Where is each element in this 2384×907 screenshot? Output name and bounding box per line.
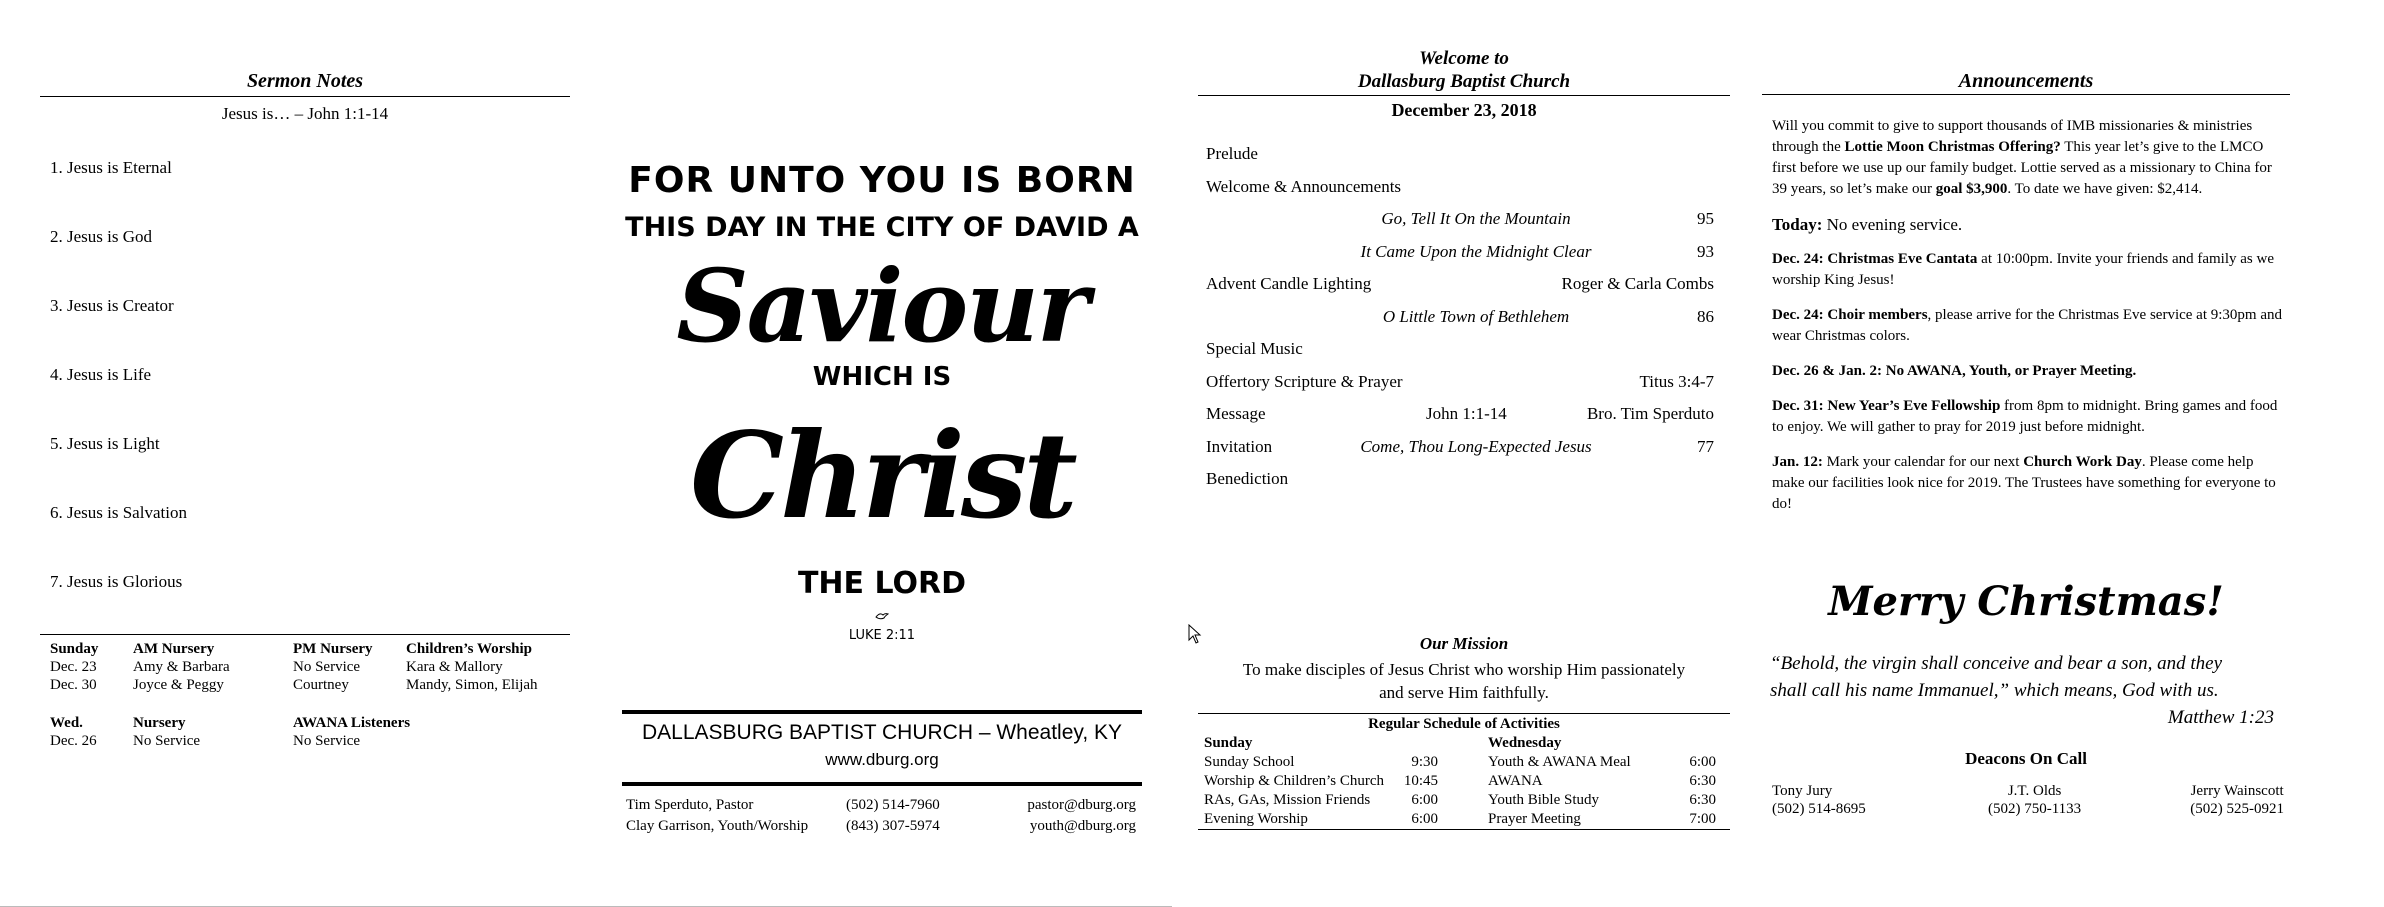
staff-email[interactable]: pastor@dburg.org <box>1027 797 1136 813</box>
service-item <box>1206 306 1714 337</box>
service-item <box>1206 177 1706 207</box>
mission-title: Our Mission <box>1419 634 1509 653</box>
service-item-detail: John 1:1-14 <box>1426 404 1507 423</box>
service-item <box>1206 241 1714 272</box>
sermon-point: 7. Jesus is Glorious <box>50 572 183 591</box>
service-item-right: 77 <box>1697 436 1714 456</box>
service-item-label: Invitation <box>1206 436 1273 456</box>
nursery-date: Dec. 23 <box>50 659 97 675</box>
service-item-right: 93 <box>1697 241 1714 261</box>
staff-phone: (843) 307-5974 <box>846 818 940 834</box>
sermon-point: 2. Jesus is God <box>50 227 153 246</box>
mission-line: To make disciples of Jesus Christ who worship Him passionately <box>1242 660 1686 679</box>
cover-reference: LUKE 2:11 <box>848 628 916 643</box>
nursery-header: AWANA Listeners <box>293 715 411 731</box>
service-item-detail: Go, Tell It On the Mountain <box>1381 209 1571 228</box>
service-item-label: Advent Candle Lighting <box>1206 274 1372 293</box>
service-item <box>1206 274 1714 304</box>
staff-email[interactable]: youth@dburg.org <box>1029 818 1136 834</box>
cover-verse-line: THIS DAY IN THE CITY OF DAVID A <box>625 212 1139 243</box>
nursery-cell: Courtney <box>293 677 349 693</box>
service-item-label: Prelude <box>1206 144 1258 163</box>
schedule-activity: RAs, GAs, Mission Friends <box>1204 792 1371 808</box>
schedule-activity: AWANA <box>1488 773 1543 789</box>
sermon-notes-title: Sermon Notes <box>246 70 364 92</box>
schedule-activity: Sunday School <box>1204 754 1295 770</box>
nursery-cell: No Service <box>133 733 201 749</box>
schedule-rule-bottom <box>1198 829 1730 830</box>
cover-christ: Christ <box>690 406 1074 545</box>
service-item-detail: Come, Thou Long-Expected Jesus <box>1360 436 1592 456</box>
staff-contacts <box>626 796 1142 836</box>
nursery-rule <box>40 634 570 635</box>
nursery-cell: Amy & Barbara <box>133 659 230 675</box>
announcements-list <box>1772 116 2282 529</box>
schedule-day: Sunday <box>1204 735 1253 751</box>
service-item-label: Special Music <box>1206 339 1303 358</box>
service-item-right: 95 <box>1697 209 1714 228</box>
church-rule-top <box>622 710 1142 714</box>
service-item <box>1206 469 1706 499</box>
nursery-date: Dec. 26 <box>50 733 97 749</box>
mouse-cursor-icon <box>1188 624 1202 649</box>
nursery-header: Wed. <box>50 715 83 731</box>
service-item <box>1206 404 1714 434</box>
nursery-cell: No Service <box>293 733 361 749</box>
order-of-service-panel <box>1198 0 1730 902</box>
deacon-entry: Tony Jury (502) 514-8695 <box>1772 783 1866 817</box>
sermon-point: 4. Jesus is Life <box>50 365 152 384</box>
nursery-date: Dec. 30 <box>50 677 97 693</box>
service-item-right: Titus 3:4-7 <box>1639 371 1714 391</box>
nursery-header: Children’s Worship <box>406 641 533 657</box>
service-item <box>1206 436 1714 467</box>
welcome-title: Welcome to <box>1419 48 1509 69</box>
announcement-today: Today: No evening service. <box>1772 215 1963 234</box>
announcements-panel <box>1762 0 2290 902</box>
deacon-entry: Jerry Wainscott (502) 525-0921 <box>2190 783 2284 817</box>
announcement-cantata: Dec. 24: Christmas Eve Cantata at 10:00pm. Invite your friends and family as we worship King Jesus! <box>1772 251 2275 288</box>
schedule-time: 9:30 <box>1411 754 1438 770</box>
sermon-notes-subtitle: Jesus is… – John 1:1-14 <box>221 104 389 123</box>
service-item-label: Welcome & Announcements <box>1206 176 1402 196</box>
service-item-label: Offertory Scripture & Prayer <box>1206 371 1403 391</box>
sermon-point: 6. Jesus is Salvation <box>50 503 187 522</box>
staff-name: Clay Garrison, Youth/Worship <box>626 818 809 834</box>
scripture-reference: Matthew 1:23 <box>2167 707 2274 728</box>
service-item-label: Message <box>1206 404 1266 423</box>
schedule-time: 6:00 <box>1411 811 1438 827</box>
dove-icon <box>622 608 1142 626</box>
nursery-header: PM Nursery <box>293 641 373 657</box>
scripture-verse: “Behold, the virgin shall conceive and bear a son, and they shall call his name Immanuel,” which means, God with us. Matthew 1:23 <box>1770 650 2280 731</box>
service-item-detail: It Came Upon the Midnight Clear <box>1360 241 1592 261</box>
welcome-rule <box>1198 95 1730 96</box>
nursery-schedule <box>50 640 570 754</box>
announcements-rule <box>1762 94 2290 95</box>
service-item <box>1206 144 1706 174</box>
service-item <box>1206 209 1714 239</box>
sermon-point: 1. Jesus is Eternal <box>50 158 172 177</box>
schedule-table <box>1204 734 1724 828</box>
sermon-point: 3. Jesus is Creator <box>50 296 174 315</box>
schedule-title: Regular Schedule of Activities <box>1368 716 1560 732</box>
cover-verse-line: WHICH IS <box>812 362 952 392</box>
schedule-time: 6:30 <box>1689 773 1716 789</box>
nursery-cell: Kara & Mallory <box>406 659 503 675</box>
staff-phone: (502) 514-7960 <box>846 797 940 813</box>
merry-christmas: Merry Christmas! <box>1828 578 2224 625</box>
service-item-right: Bro. Tim Sperduto <box>1586 404 1714 423</box>
announcement-no-awana: Dec. 26 & Jan. 2: No AWANA, Youth, or Prayer Meeting. <box>1772 363 2137 379</box>
schedule-time: 10:45 <box>1403 773 1438 789</box>
cover-saviour: Saviour <box>676 247 1088 365</box>
welcome-church: Dallasburg Baptist Church <box>1357 71 1571 92</box>
schedule-activity: Prayer Meeting <box>1488 811 1581 827</box>
schedule-rule-top <box>1198 713 1730 714</box>
schedule-time: 7:00 <box>1689 811 1716 827</box>
sermon-notes-panel <box>40 0 570 902</box>
church-rule-bottom <box>622 782 1142 786</box>
service-item <box>1206 339 1706 369</box>
schedule-activity: Youth & AWANA Meal <box>1488 754 1631 770</box>
church-website[interactable]: www.dburg.org <box>825 750 939 769</box>
deacons-list <box>1772 782 2284 822</box>
schedule-activity: Worship & Children’s Church <box>1204 773 1385 789</box>
nursery-header: AM Nursery <box>133 641 215 657</box>
sermon-point: 5. Jesus is Light <box>50 434 160 453</box>
church-name: DALLASBURG BAPTIST CHURCH – Wheatley, KY <box>641 721 1123 744</box>
cover-verse-line: FOR UNTO YOU IS BORN <box>628 160 1136 201</box>
nursery-cell: No Service <box>293 659 361 675</box>
service-item-detail: O Little Town of Bethlehem <box>1382 306 1570 326</box>
staff-name: Tim Sperduto, Pastor <box>626 797 754 813</box>
nursery-cell: Joyce & Peggy <box>133 677 224 693</box>
mission-line: and serve Him faithfully. <box>1379 683 1549 702</box>
nursery-header: Nursery <box>133 715 186 731</box>
cover-panel <box>622 0 1142 902</box>
cover-verse-line: THE LORD <box>797 566 967 601</box>
schedule-time: 6:00 <box>1689 754 1716 770</box>
schedule-day: Wednesday <box>1488 735 1562 751</box>
schedule-time: 6:00 <box>1411 792 1438 808</box>
schedule-activity: Evening Worship <box>1204 811 1308 827</box>
deacon-entry: J.T. Olds (502) 750-1133 <box>1988 783 2082 817</box>
nursery-header: Sunday <box>50 641 99 657</box>
sermon-notes-rule <box>40 96 570 97</box>
announcement-new-years: Dec. 31: New Year’s Eve Fellowship from 8pm to midnight. Bring games and food to enjoy. We will gather to pray for 2019 just before midnight. <box>1772 398 2278 435</box>
announcement-work-day: Jan. 12: Mark your calendar for our next Church Work Day. Please come help make our facilities look nice for 2019. The Trustees have something for everyone to do! <box>1772 454 2276 512</box>
deacons-title: Deacons On Call <box>1965 749 2087 768</box>
announcements-title: Announcements <box>1958 70 2094 92</box>
service-date: December 23, 2018 <box>1391 100 1537 120</box>
service-item <box>1206 371 1714 402</box>
nursery-cell: Mandy, Simon, Elijah <box>406 677 538 693</box>
service-item-right: 86 <box>1697 306 1714 326</box>
service-item-label: Benediction <box>1206 469 1289 488</box>
schedule-activity: Youth Bible Study <box>1488 792 1600 808</box>
announcement-lmco: Will you commit to give to support thousands of IMB missionaries & ministries through the Lottie Moon Christmas Offering? This year let’s give to the LMCO first before we use up our family budget. Lottie served as a missionary to China for 39 years, so let’s make our goal $3,900. To date we have given: $2,414. <box>1772 118 2272 197</box>
service-item-right: Roger & Carla Combs <box>1561 274 1714 293</box>
announcement-choir: Dec. 24: Choir members, please arrive for the Christmas Eve service at 9:30pm and wear Christmas colors. <box>1772 307 2282 344</box>
schedule-time: 6:30 <box>1689 792 1716 808</box>
